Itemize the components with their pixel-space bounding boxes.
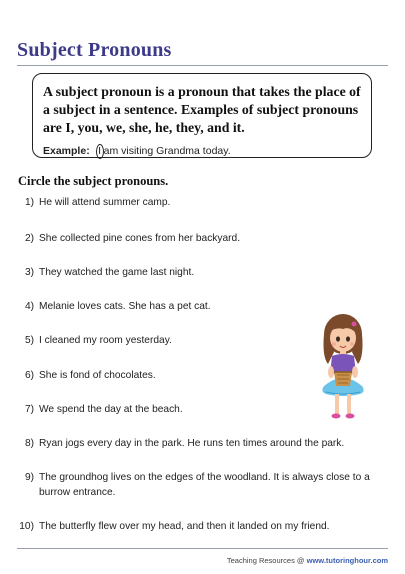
example-sentence: am visiting Grandma today. [103, 145, 231, 157]
example-line [43, 144, 361, 159]
item-number: 6) [24, 370, 34, 381]
item-sentence: I cleaned my room yesterday. [39, 335, 172, 346]
item-number: 1) [24, 197, 34, 208]
definition-box [32, 73, 372, 158]
footer [227, 556, 388, 565]
item-sentence: She collected pine cones from her backyard. [39, 233, 241, 244]
footer-site-link[interactable]: www.tutoringhour.com [306, 556, 388, 565]
header-divider [17, 65, 388, 66]
instruction: Circle the subject pronouns. [18, 174, 169, 188]
item-number: 8) [24, 438, 34, 449]
item-number: 5) [24, 335, 34, 346]
item-sentence: We spend the day at the beach. [39, 404, 183, 415]
item-number: 2) [24, 233, 34, 244]
item-number: 10) [19, 521, 34, 532]
item-number: 4) [24, 301, 34, 312]
girl-holding-basket-icon [310, 312, 376, 422]
footer-divider [17, 548, 388, 549]
item-sentence: They watched the game last night. [39, 267, 195, 278]
item-sentence: Ryan jogs every day in the park. He runs ten times around the park. [39, 438, 345, 449]
page-title: Subject Pronouns [17, 39, 172, 61]
item-number: 7) [24, 404, 34, 415]
item-sentence: Melanie loves cats. She has a pet cat. [39, 301, 211, 312]
example-label: Example: [43, 145, 90, 157]
item-number: 3) [24, 267, 34, 278]
circled-pronoun: I [96, 144, 104, 159]
item-sentence: The butterfly flew over my head, and then it landed on my friend. [39, 521, 330, 532]
item-sentence: The groundhog lives on the edges of the woodland. It is always close to a burrow entrance. [39, 472, 370, 498]
item-sentence: He will attend summer camp. [39, 197, 171, 208]
item-number: 9) [24, 472, 34, 483]
definition-text: A subject pronoun is a pronoun that takes the place of a subject in a sentence. Examples of subject pronouns are I, you, we, she, he, they, and it. [43, 84, 361, 135]
item-sentence: She is fond of chocolates. [39, 370, 156, 381]
footer-label: Teaching Resources @ [226, 556, 305, 565]
